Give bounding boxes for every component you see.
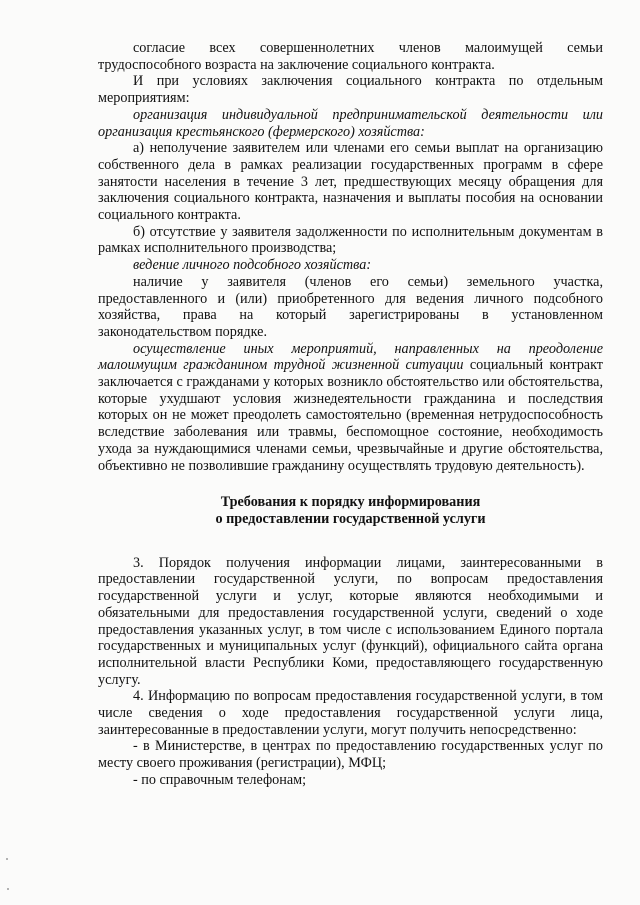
scan-speck [6, 858, 8, 860]
other-measures-italic: осуществление иных мероприятий, направленных на преодоление малоимущим гражданином трудной жизненной ситуации [98, 340, 603, 374]
paragraph-item-3: 3. Порядок получения информации лицами, заинтересованными в предоставлении государственной услуги, по вопросам предоставления государственной услуги и услуг, которые являются необходимыми и обязательными для предоставления государственной услуги, сведений о ходе предоставления указанных услуг, в том числе с использованием Единого портала государственных и муниципальных услуг (функций), официального сайта органа исполнительной власти Республики Коми, предоставляющего государственную услугу. [98, 554, 603, 688]
list-item-ministry: - в Министерстве, в центрах по предоставлению государственных услуг по месту своего проживания (регистрации), МФЦ; [98, 738, 603, 772]
paragraph-consent: согласие всех совершеннолетних членов малоимущей семьи трудоспособного возраста на заключение социального контракта. [98, 40, 603, 73]
paragraph-item-a: а) неполучение заявителем или членами его семьи выплат на организацию собственного дела в рамках реализации государственных программ в сфере занятости населения в течение 3 лет, предшествующих месяцу обращения для заключения социального контракта, назначения и выплаты пособия на основании социального контракта. [98, 140, 603, 224]
paragraph-household-heading: ведение личного подсобного хозяйства: [133, 257, 372, 274]
list-item-phones: - по справочным телефонам; [133, 771, 307, 788]
heading-line-1: Требования к порядку информирования [220, 494, 481, 511]
other-measures-text: социальный контракт заключается с гражданами у которых возникло обстоятельство или обстоятельства, которые ухудшают условия жизнедеятельности гражданина и последствия которых он не может преодолеть самостоятельно (временная нетрудоспособность вследствие заболевания или травмы, беспомощное состояние, необходимость ухода за нуждающимися членами семьи, чрезвычайные и другие обстоятельства, объективно не позволившие гражданину осуществлять трудовую деятельность). [98, 357, 603, 474]
paragraph-item-4: 4. Информацию по вопросам предоставления государственной услуги, в том числе сведения о ходе предоставления государственной услуги лица, заинтересованные в предоставлении услуги, могут получить непосредственно: [98, 688, 603, 738]
paragraph-other-measures [98, 341, 603, 475]
document-body [98, 40, 603, 789]
paragraph-item-b: б) отсутствие у заявителя задолженности по исполнительным документам в рамках исполнительного производства; [98, 223, 603, 257]
heading-line-2: о предоставлении государственной услуги [215, 510, 486, 527]
section-heading [98, 494, 603, 527]
paragraph-conditions: И при условиях заключения социального контракта по отдельным мероприятиям: [98, 73, 603, 107]
paragraph-entrepreneurship-heading: организация индивидуальной предпринимательской деятельности или организация крестьянского (фермерского) хозяйства: [98, 106, 603, 140]
paragraph-land-plot: наличие у заявителя (членов его семьи) земельного участка, предоставленного и (или) приобретенного для ведения личного подсобного хозяйства, права на который зарегистрированы в установленном законодательством порядке. [98, 273, 603, 340]
scan-speck [7, 888, 9, 890]
